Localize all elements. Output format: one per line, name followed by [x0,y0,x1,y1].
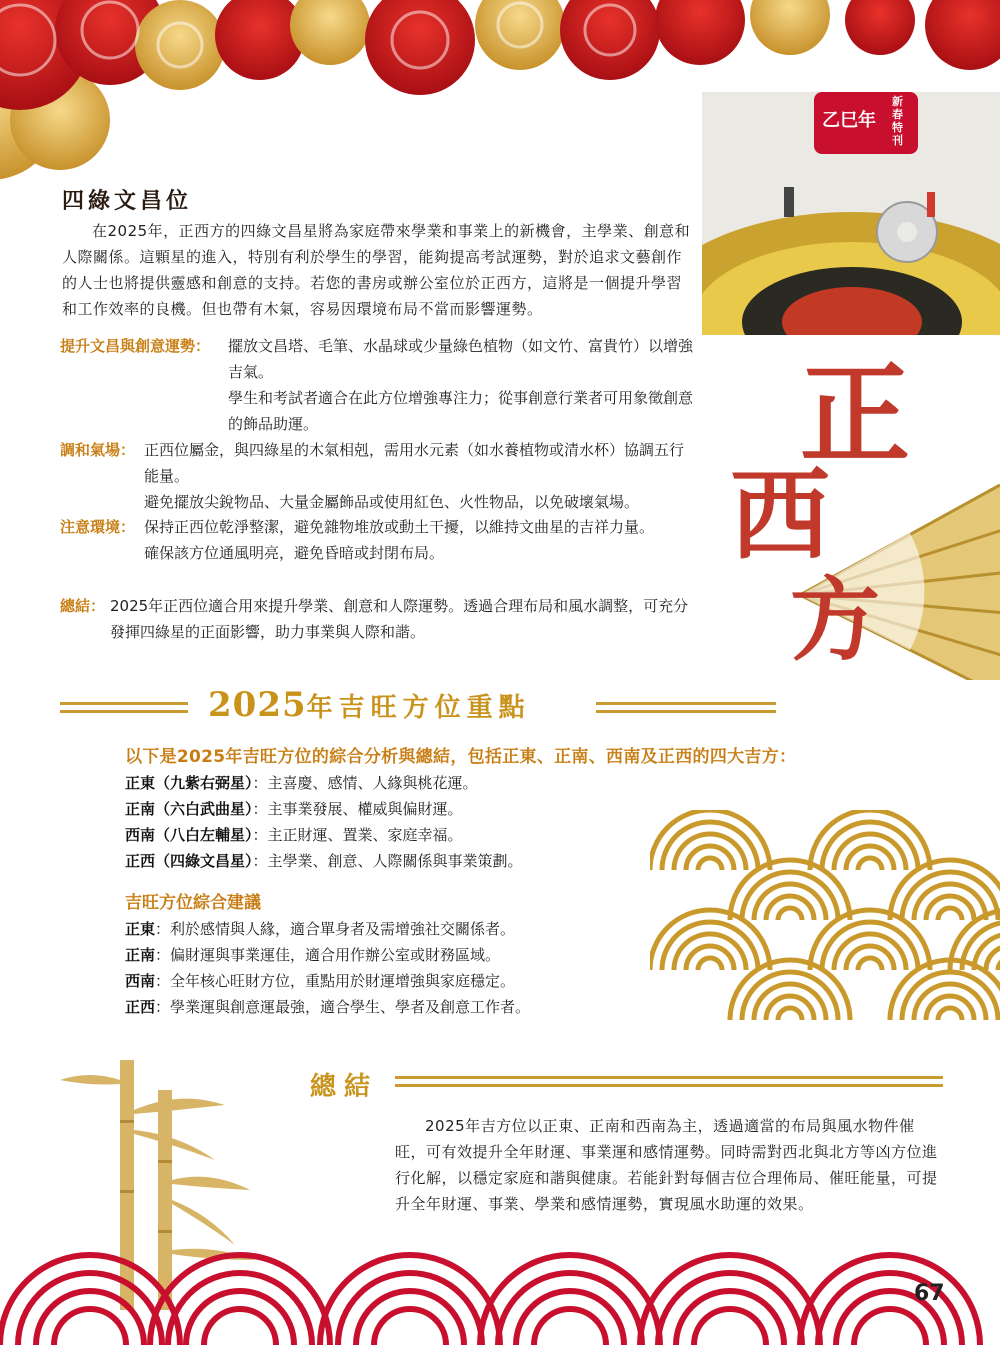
summary-paragraph: 2025年吉方位以正東、正南和西南為主，透過適當的布局與風水物件催旺，可有效提升全年財運、事業運和感情運勢。同時需對西北與北方等凶方位進行化解，以穩定家庭和諧與健康。若能針對每個吉位合理佈局、催旺能量，可提升全年財運、事業、學業和感情運勢，實現風水助運的效果。 [395,1117,938,1213]
advice-key: 正南 [125,946,156,964]
wave-decoration [650,810,1000,1025]
direction-value: ：主學業、創意、人際關係與事業策劃。 [252,852,523,870]
page-number: 67 [914,1281,945,1306]
badge-subtitle: 新春特刊 [892,95,903,147]
tip-label: 提升文昌與創意運勢： [60,337,211,355]
direction-value: ：主事業發展、權威與偏財運。 [252,800,463,818]
tip-item [60,333,700,437]
tip-body [144,514,698,566]
banner-year: 2025 [208,685,307,725]
advice-value: ：學業運與創意運最強，適合學生、學者及創意工作者。 [155,998,531,1016]
tip-line: 保持正西位乾淨整潔，避免雜物堆放或動土干擾，以維持文曲星的吉祥力量。 [144,518,655,536]
tip-line: 學生和考試者適合在此方位增強專注力；從事創意行業者可用象徵創意的飾品助運。 [228,389,694,433]
issue-badge [814,92,918,154]
advice-row [125,970,515,991]
summary-divider [395,1076,943,1087]
wave-decoration-bottom [0,1250,1000,1345]
advice-value: ：全年核心旺財方位，重點用於財運增強與家庭穩定。 [155,972,516,990]
advice-value: ：利於感情與人緣，適合單身者及需增強社交關係者。 [155,920,516,938]
tip-body [110,593,698,645]
section-intro: 以下是2025年吉旺方位的綜合分析與總結，包括正東、正南、西南及正西的四大吉方： [125,747,797,767]
section-subheading: 吉旺方位綜合建議 [125,893,261,913]
advice-key: 西南 [125,972,156,990]
direction-key: 正西（四綠文昌星） [125,852,253,870]
tip-line: 擺放文昌塔、毛筆、水晶球或少量綠色植物（如文竹、富貴竹）以增強吉氣。 [228,337,694,381]
summary-heading: 總結 [310,1072,379,1102]
tip-body [144,437,698,515]
direction-key: 正東（九紫右弼星） [125,774,253,792]
direction-row [125,850,523,871]
tip-label: 總結： [60,597,106,615]
tip-label: 調和氣場： [60,441,136,459]
banner-text: 年吉旺方位重點 [306,693,531,723]
title-char-2: 西 [730,456,830,574]
direction-value: ：主喜慶、感情、人緣與桃花運。 [252,774,478,792]
advice-row [125,944,500,965]
direction-row [125,772,478,793]
vertical-title [720,350,950,690]
tip-item [60,437,700,515]
banner-title [208,685,531,725]
title-char-1: 正 [800,350,910,479]
direction-key: 西南（八白左輔星） [125,826,253,844]
tip-line: 正西位屬金，與四綠星的木氣相剋，需用水元素（如水養植物或清水杯）協調五行能量。 [144,441,685,485]
badge-year: 乙巳年 [822,110,876,131]
advice-key: 正東 [125,920,156,938]
compass-photo [702,92,1000,335]
advice-value: ：偏財運與事業運佳，適合用作辦公室或財務區域。 [155,946,501,964]
banner-divider [60,702,188,713]
direction-row [125,824,463,845]
advice-row [125,918,515,939]
tip-line: 2025年正西位適合用來提升學業、創意和人際運勢。透過合理布局和風水調整，可充分發揮四綠星的正面影響，助力事業與人際和諧。 [110,597,689,641]
tip-body [228,333,698,437]
tip-line: 避免擺放尖銳物品、大量金屬飾品或使用紅色、火性物品，以免破壞氣場。 [144,493,640,511]
section-heading: 四綠文昌位 [62,188,193,214]
banner-divider [596,702,776,713]
tip-item [60,593,700,645]
advice-key: 正西 [125,998,156,1016]
advice-row [125,996,530,1017]
section-banner [60,685,776,729]
section-paragraph: 在2025年，正西方的四綠文昌星將為家庭帶來學業和事業上的新機會，主學業、創意和人際關係。這顆星的進入，特別有利於學生的學習，能夠提高考試運勢，對於追求文藝創作的人士也將提供靈感和創意的支持。若您的書房或辦公室位於正西方，這將是一個提升學習和工作效率的良機。但也帶有木氣，容易因環境布局不當而影響運勢。 [62,222,691,318]
direction-key: 正南（六白武曲星） [125,800,253,818]
direction-row [125,798,463,819]
title-char-3: 方 [790,567,880,673]
tip-item [60,514,700,592]
direction-value: ：主正財運、置業、家庭幸福。 [252,826,463,844]
tip-label: 注意環境： [60,518,136,536]
tip-line: 確保該方位通風明亮，避免昏暗或封閉布局。 [144,544,445,562]
